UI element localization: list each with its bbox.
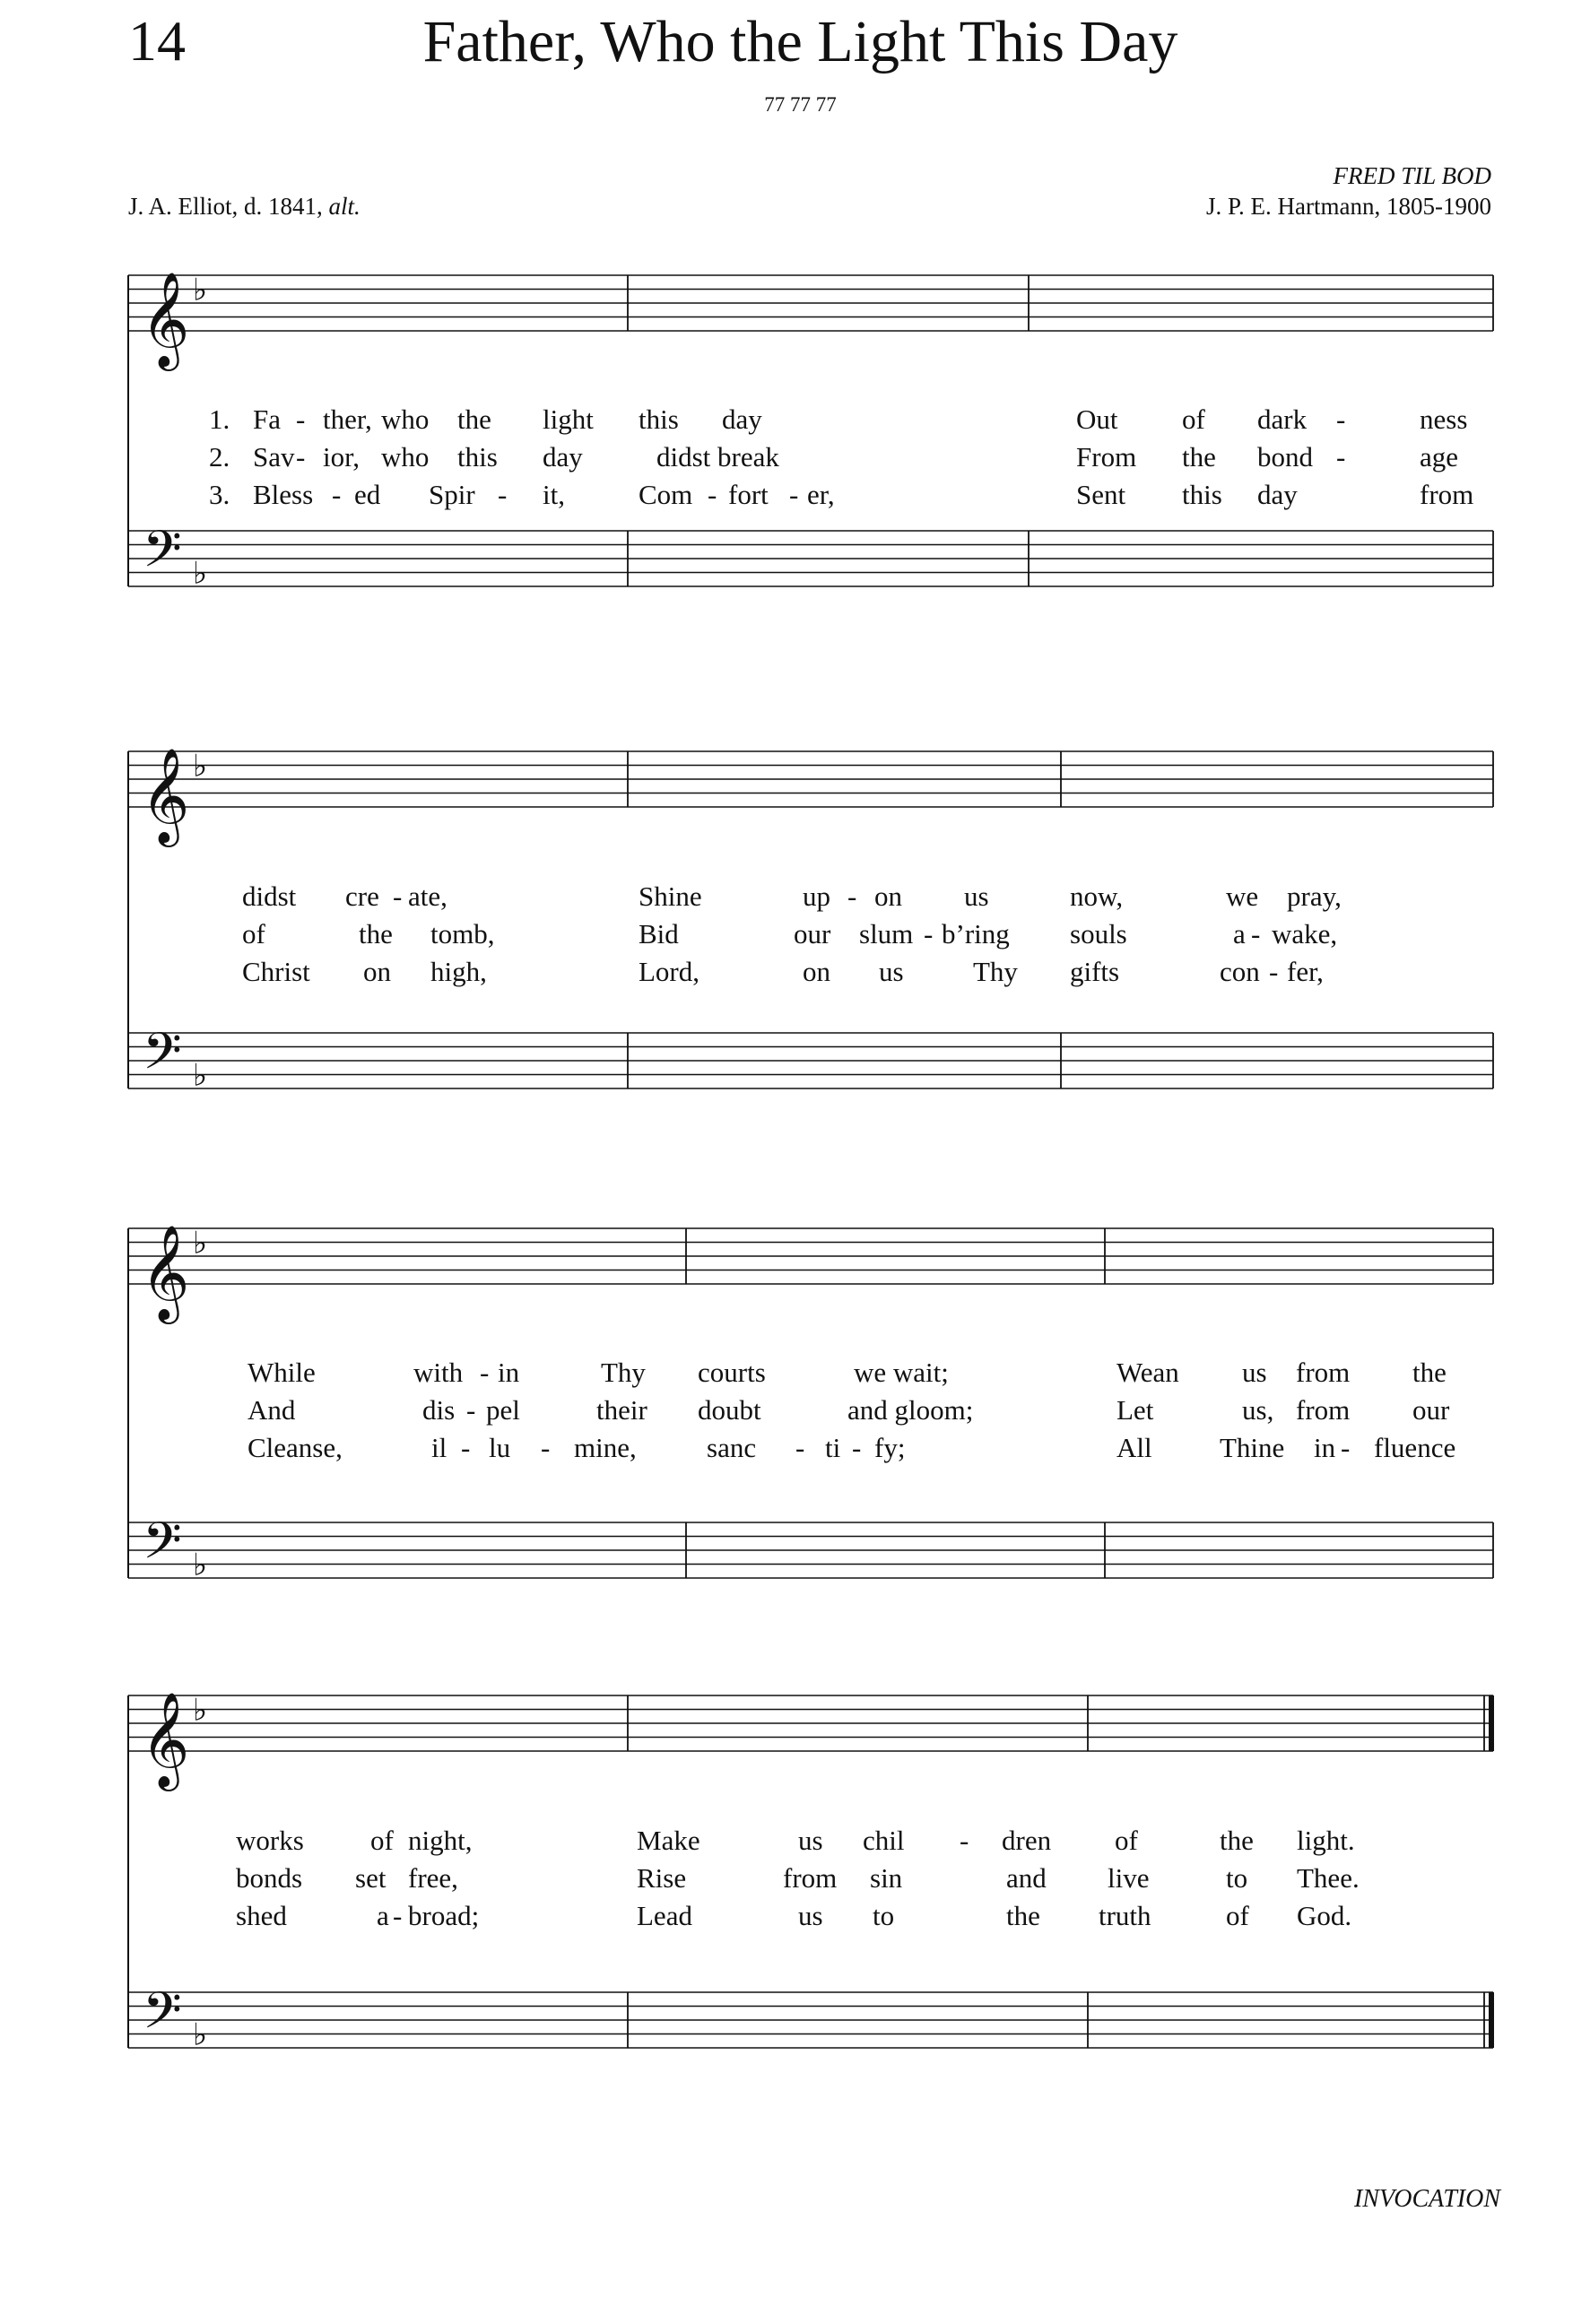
lyric-word: -	[852, 1432, 862, 1463]
lyric-word: us,	[1242, 1394, 1274, 1426]
lyric-word: ed	[354, 479, 381, 510]
lyric-word: day	[722, 403, 762, 435]
lyric-word: night,	[408, 1825, 473, 1856]
lyric-word: high,	[430, 956, 487, 987]
lyric-word: works	[236, 1825, 304, 1856]
final-bar-thick	[1489, 1992, 1494, 2048]
lyric-word: age	[1420, 441, 1459, 473]
lyric-word: Lead	[637, 1900, 692, 1931]
flat-icon: ♭	[193, 2016, 208, 2053]
lyric-word: -	[480, 1357, 490, 1388]
lyric-word: Sent	[1076, 479, 1126, 510]
lyric-word: this	[639, 403, 679, 435]
lyric-word: pray,	[1287, 880, 1342, 912]
lyric-word: Com	[639, 479, 693, 510]
lyric-word: -	[1336, 441, 1346, 473]
lyric-word: All	[1116, 1432, 1152, 1463]
lyric-word: While	[248, 1357, 316, 1388]
lyric-word: And	[248, 1394, 296, 1426]
lyric-word: their	[596, 1394, 647, 1426]
lyric-word: of	[370, 1825, 394, 1856]
lyric-word: day	[1257, 479, 1298, 510]
lyric-word: us	[964, 880, 989, 912]
hymn-title: Father, Who the Light This Day	[422, 9, 1178, 74]
lyric-word: Rise	[637, 1862, 687, 1894]
lyric-word: fy;	[874, 1432, 906, 1463]
lyric-word: 1.	[209, 403, 230, 435]
lyric-word: -	[789, 479, 799, 510]
lyric-word: Cleanse,	[248, 1432, 343, 1463]
lyric-word: broad;	[408, 1900, 480, 1931]
treble-clef-icon: 𝄞	[141, 271, 190, 367]
hymn-number: 14	[128, 9, 186, 73]
lyric-word: Make	[637, 1825, 700, 1856]
lyric-word: Let	[1116, 1394, 1154, 1426]
lyric-word: wake,	[1272, 918, 1338, 950]
lyric-word: lu	[489, 1432, 511, 1463]
lyric-word: Thy	[601, 1357, 646, 1388]
lyric-word: on	[803, 956, 830, 987]
lyric-word: in	[498, 1357, 520, 1388]
lyric-word: Bid	[639, 918, 679, 950]
lyric-word: -	[498, 479, 508, 510]
flat-icon: ♭	[193, 1057, 208, 1094]
flat-icon: ♭	[193, 272, 208, 308]
lyric-word: dren	[1002, 1825, 1052, 1856]
lyric-word: -	[461, 1432, 471, 1463]
lyric-word: of	[1226, 1900, 1249, 1931]
meter: 77 77 77	[764, 93, 837, 116]
author-note: alt.	[328, 193, 361, 220]
lyric-word: dark	[1257, 403, 1308, 435]
lyric-word: -	[332, 479, 342, 510]
author-name: J. A. Elliot, d. 1841,	[128, 193, 323, 220]
lyric-word: ate,	[408, 880, 447, 912]
lyric-word: Wean	[1116, 1357, 1179, 1388]
lyric-word: us	[879, 956, 904, 987]
lyric-word: cre	[345, 880, 379, 912]
lyric-word: chil	[863, 1825, 905, 1856]
lyric-word: slum	[859, 918, 914, 950]
lyric-word: who	[381, 441, 430, 473]
bass-clef-icon: 𝄢	[143, 1512, 182, 1583]
lyric-word: doubt	[698, 1394, 761, 1426]
treble-clef-icon: 𝄞	[141, 747, 190, 843]
lyric-word: to	[873, 1900, 895, 1931]
lyric-word: didst	[242, 880, 297, 912]
lyric-word: ness	[1420, 403, 1468, 435]
lyric-word: light	[543, 403, 594, 435]
lyric-word: our	[794, 918, 831, 950]
lyric-word: souls	[1070, 918, 1127, 950]
final-bar-thick	[1489, 1695, 1494, 1751]
lyric-word: on	[363, 956, 391, 987]
lyric-word: -	[1251, 918, 1261, 950]
lyric-word: -	[708, 479, 717, 510]
lyric-word: of	[1182, 403, 1205, 435]
flat-icon: ♭	[193, 555, 208, 592]
lyric-word: day	[543, 441, 583, 473]
lyric-word: God.	[1297, 1900, 1352, 1931]
lyric-word: b’ring	[942, 918, 1010, 950]
tune-name: FRED TIL BOD	[1333, 162, 1491, 189]
lyric-word: us	[798, 1900, 823, 1931]
lyric-word: Spir	[429, 479, 475, 510]
lyric-word: a	[1233, 918, 1246, 950]
lyric-word: who	[381, 403, 430, 435]
lyric-word: -	[541, 1432, 551, 1463]
lyric-word: us	[798, 1825, 823, 1856]
lyric-word: truth	[1099, 1900, 1151, 1931]
lyric-word: the	[1182, 441, 1216, 473]
lyric-word: set	[355, 1862, 387, 1894]
lyric-word: it,	[543, 479, 565, 510]
lyric-word: and gloom;	[847, 1394, 974, 1426]
lyric-word: free,	[408, 1862, 458, 1894]
lyric-word: in	[1314, 1432, 1336, 1463]
lyric-word: a	[377, 1900, 389, 1931]
lyric-word: from	[1296, 1357, 1351, 1388]
lyric-word: -	[1341, 1432, 1351, 1463]
lyric-word: sanc	[707, 1432, 757, 1463]
lyric-word: our	[1412, 1394, 1450, 1426]
lyric-word: from	[783, 1862, 838, 1894]
lyric-word: Thee.	[1297, 1862, 1360, 1894]
lyric-word: il	[431, 1432, 447, 1463]
lyric-word: courts	[698, 1357, 766, 1388]
flat-icon: ♭	[193, 1225, 208, 1262]
lyric-word: the	[1006, 1900, 1040, 1931]
lyric-word: -	[393, 1900, 403, 1931]
lyric-word: sin	[870, 1862, 903, 1894]
lyric-word: and	[1006, 1862, 1047, 1894]
lyric-word: live	[1108, 1862, 1150, 1894]
lyric-word: -	[1336, 403, 1346, 435]
treble-clef-icon: 𝄞	[141, 1691, 190, 1787]
lyric-word: on	[874, 880, 902, 912]
lyric-word: con	[1220, 956, 1260, 987]
flat-icon: ♭	[193, 1547, 208, 1583]
lyric-word: -	[924, 918, 934, 950]
lyric-word: 2.	[209, 441, 230, 473]
lyric-word: us	[1242, 1357, 1267, 1388]
flat-icon: ♭	[193, 1692, 208, 1729]
lyric-word: didst break	[656, 441, 779, 473]
lyric-word: bond	[1257, 441, 1313, 473]
lyric-word: ior,	[323, 441, 360, 473]
lyric-word: of	[242, 918, 265, 950]
lyric-word: -	[296, 403, 306, 435]
category-label: INVOCATION	[1353, 2185, 1500, 2213]
bass-clef-icon: 𝄢	[143, 1022, 182, 1094]
flat-icon: ♭	[193, 748, 208, 785]
lyric-word: from	[1296, 1394, 1351, 1426]
lyric-word: dis	[422, 1394, 456, 1426]
composer-credit: J. P. E. Hartmann, 1805-1900	[1206, 193, 1491, 220]
lyric-word: Thine	[1220, 1432, 1285, 1463]
lyric-word: light.	[1297, 1825, 1355, 1856]
lyric-word: the	[1412, 1357, 1447, 1388]
lyric-word: the	[359, 918, 393, 950]
lyric-word: this	[457, 441, 498, 473]
lyric-word: fort	[728, 479, 769, 510]
lyric-word: with	[413, 1357, 464, 1388]
lyric-word: ti	[825, 1432, 841, 1463]
lyric-word: bonds	[236, 1862, 303, 1894]
lyric-word: we	[1226, 880, 1259, 912]
lyric-word: ther,	[323, 403, 372, 435]
lyric-word: -	[960, 1825, 969, 1856]
lyric-word: shed	[236, 1900, 287, 1931]
lyric-word: -	[393, 880, 403, 912]
lyric-word: tomb,	[430, 918, 495, 950]
lyric-word: Out	[1076, 403, 1118, 435]
lyric-word: fer,	[1287, 956, 1324, 987]
lyric-word: Fa	[253, 403, 281, 435]
lyric-word: of	[1115, 1825, 1138, 1856]
lyric-word: -	[466, 1394, 476, 1426]
bass-clef-icon: 𝄢	[143, 1981, 182, 2053]
lyric-word: er,	[807, 479, 835, 510]
lyric-word: fluence	[1374, 1432, 1456, 1463]
treble-clef-icon: 𝄞	[141, 1224, 190, 1320]
lyric-word: now,	[1070, 880, 1124, 912]
lyric-word: mine,	[574, 1432, 637, 1463]
lyric-word: we wait;	[854, 1357, 949, 1388]
lyric-word: from	[1420, 479, 1474, 510]
lyric-word: the	[457, 403, 491, 435]
lyric-word: Lord,	[639, 956, 700, 987]
lyric-word: up	[803, 880, 830, 912]
lyric-word: -	[296, 441, 306, 473]
lyric-word: Christ	[242, 956, 310, 987]
lyric-word: From	[1076, 441, 1137, 473]
lyric-word: gifts	[1070, 956, 1120, 987]
lyric-word: 3.	[209, 479, 230, 510]
lyric-word: -	[795, 1432, 805, 1463]
lyric-word: this	[1182, 479, 1222, 510]
bass-clef-icon: 𝄢	[143, 520, 182, 592]
lyric-word: to	[1226, 1862, 1248, 1894]
lyric-word: pel	[486, 1394, 520, 1426]
lyric-word: Thy	[973, 956, 1018, 987]
lyric-word: the	[1220, 1825, 1254, 1856]
lyric-word: Sav	[253, 441, 295, 473]
lyric-word: -	[847, 880, 857, 912]
lyric-word: Shine	[639, 880, 702, 912]
lyric-word: Bless	[253, 479, 314, 510]
lyric-word: -	[1269, 956, 1279, 987]
